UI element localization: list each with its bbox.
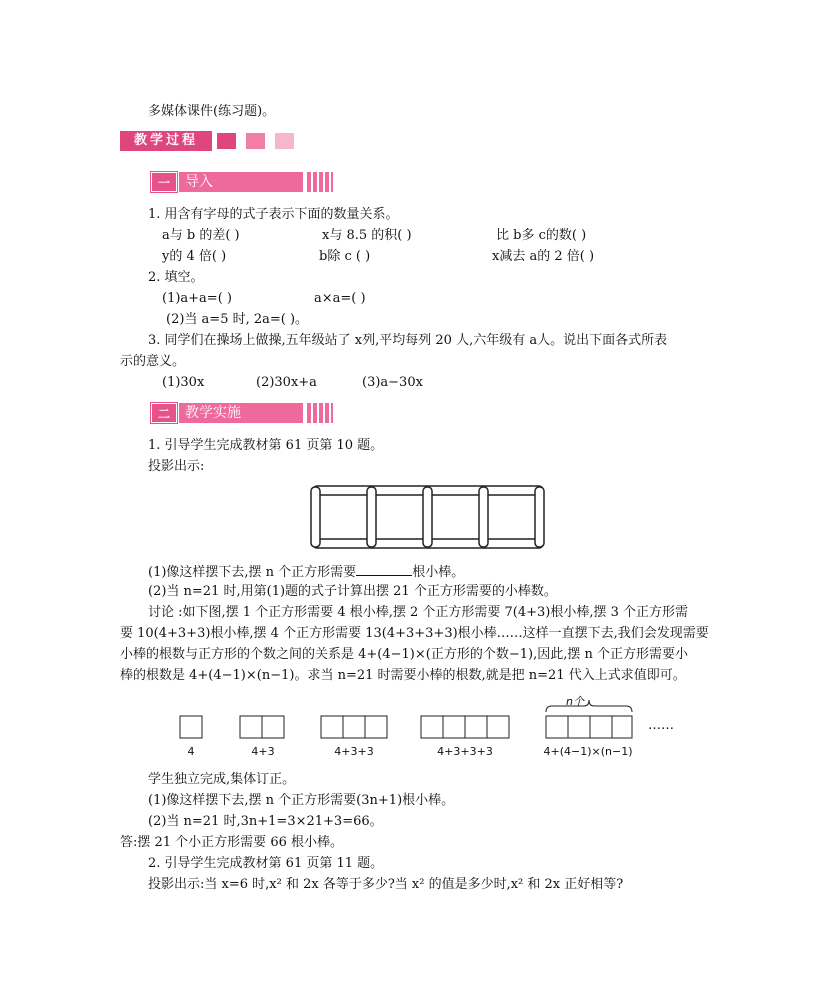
s1-part1-text: (1)像这样摆下去,摆 n 个正方形需要 [148,565,357,580]
banner-square-2 [246,133,265,149]
q2-item-b: a×a=( ) [314,291,366,306]
discussion-line-1: 讨论 :如下图,摆 1 个正方形需要 4 根小棒,摆 2 个正方形需要 7(4+3)根小棒,摆 3 个正方形需 [148,605,689,620]
s1b-line-a: 学生独立完成,集体订正。 [148,772,296,787]
discussion-line-3: 小棒的根数与正方形的个数之间的关系是 4+(4−1)×(正方形的个数−1),因此,摆 n 个正方形需要小 [120,647,688,662]
s1-part2: (2)当 n=21 时,用第(1)题的式子计算出摆 21 个正方形需要的小棒数。 [148,584,557,599]
discussion-line-2: 要 10(4+3+3)根小棒,摆 4 个正方形需要 13(4+3+3+3)根小棒……这样一直摆下去,我们会发现需要 [120,626,709,641]
q3-expr-2: (2)30x+a [256,375,317,390]
pattern-label-4: 4+3+3+3 [437,745,493,758]
stick-squares-figure [309,484,547,550]
q1-item-c: 比 b多 c的数( ) [496,228,587,243]
q3-line-1: 3. 同学们在操场上做操,五年级站了 x列,平均每列 20 人,六年级有 a人。说出下面各式所表 [148,333,668,348]
pattern-label-1: 4 [187,745,195,758]
q1-item-b: x与 8.5 的积( ) [322,228,412,243]
s1-part1 [148,563,464,581]
pattern-label-2: 4+3 [251,745,275,758]
part2-number: 二 [151,403,177,423]
q3-expr-1: (1)30x [162,375,205,390]
continuation-dots: …… [648,718,674,733]
s2-heading: 2. 引导学生完成教材第 61 页第 11 题。 [148,856,384,871]
part2-label: 教学实施 [179,403,303,423]
intro-line: 多媒体课件(练习题)。 [148,104,276,119]
q1-item-d: y的 4 倍( ) [162,249,227,264]
part1-stripes [307,172,333,192]
q1-item-e: b除 c ( ) [319,249,371,264]
section-title: 教学过程 [120,131,212,151]
s1-part1-tail: 根小棒。 [412,565,465,580]
banner-square-1 [217,133,236,149]
s1-heading: 1. 引导学生完成教材第 61 页第 10 题。 [148,438,384,453]
s1b-answer: 答:摆 21 个小正方形需要 66 根小棒。 [120,835,343,850]
n-count-label: n个 [566,695,584,708]
s2-projection: 投影出示:当 x=6 时,x² 和 2x 各等于多少?当 x² 的值是多少时,x² 和 2x 正好相等? [148,877,624,892]
q2-heading: 2. 填空。 [148,270,204,285]
part2-stripes [307,403,333,423]
part1-number: 一 [151,172,177,192]
pattern-label-3: 4+3+3 [334,745,374,758]
part1-bar [151,172,333,192]
pattern-label-5: 4+(4−1)×(n−1) [543,745,633,758]
part2-bar [151,403,333,423]
banner-square-3 [275,133,294,149]
part1-label: 导入 [179,172,303,192]
q3-expr-3: (3)a−30x [362,375,423,390]
q1-item-a: a与 b 的差( ) [162,228,240,243]
s1b-line-c: (2)当 n=21 时,3n+1=3×21+3=66。 [148,814,383,829]
discussion-line-4: 棒的根数是 4+(4−1)×(n−1)。求当 n=21 时需要小棒的根数,就是把 n=21 代入上式求值即可。 [120,668,686,683]
q1-item-f: x减去 a的 2 倍( ) [492,249,595,264]
s1b-line-b: (1)像这样摆下去,摆 n 个正方形需要(3n+1)根小棒。 [148,793,455,808]
q3-line-2: 示的意义。 [120,354,186,369]
s1-projection: 投影出示: [148,459,205,474]
answer-blank [356,563,412,576]
q1-heading: 1. 用含有字母的式子表示下面的数量关系。 [148,207,399,222]
q2-item-a: (1)a+a=( ) [162,291,232,306]
q2-item-c: (2)当 a=5 时, 2a=( )。 [166,312,309,327]
